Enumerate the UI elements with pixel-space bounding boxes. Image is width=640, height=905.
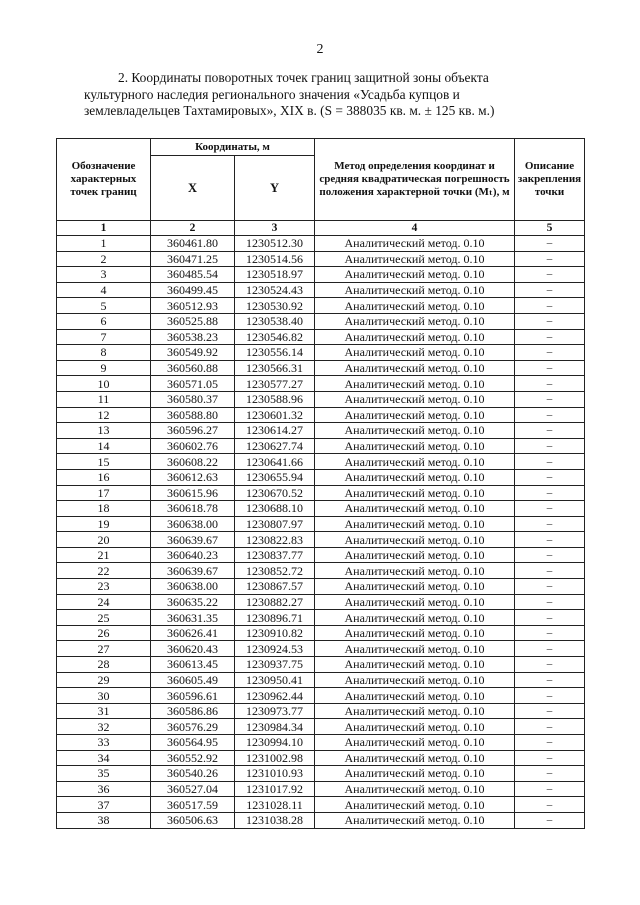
header-x: X xyxy=(151,156,235,221)
table-row xyxy=(57,610,585,626)
description-cell: – xyxy=(515,391,585,407)
description-cell: – xyxy=(515,797,585,813)
y-coordinate-cell: 1230852.72 xyxy=(235,563,315,579)
y-coordinate-cell: 1231038.28 xyxy=(235,812,315,828)
table-row xyxy=(57,703,585,719)
x-coordinate-cell: 360461.80 xyxy=(151,236,235,252)
description-cell: – xyxy=(515,781,585,797)
description-cell: – xyxy=(515,812,585,828)
description-cell: – xyxy=(515,735,585,751)
point-number-cell: 12 xyxy=(57,407,151,423)
point-number-cell: 19 xyxy=(57,516,151,532)
table-row xyxy=(57,391,585,407)
page-number: 2 xyxy=(316,42,324,57)
y-coordinate-cell: 1230655.94 xyxy=(235,469,315,485)
y-coordinate-cell: 1230601.32 xyxy=(235,407,315,423)
table-row xyxy=(57,641,585,657)
y-coordinate-cell: 1230588.96 xyxy=(235,391,315,407)
x-coordinate-cell: 360620.43 xyxy=(151,641,235,657)
method-cell: Аналитический метод. 0.10 xyxy=(315,547,515,563)
method-cell: Аналитический метод. 0.10 xyxy=(315,688,515,704)
y-coordinate-cell: 1230546.82 xyxy=(235,329,315,345)
method-cell: Аналитический метод. 0.10 xyxy=(315,516,515,532)
method-cell: Аналитический метод. 0.10 xyxy=(315,485,515,501)
point-number-cell: 23 xyxy=(57,579,151,595)
table-row xyxy=(57,781,585,797)
description-cell: – xyxy=(515,766,585,782)
point-number-cell: 4 xyxy=(57,282,151,298)
description-cell: – xyxy=(515,688,585,704)
x-coordinate-cell: 360538.23 xyxy=(151,329,235,345)
heading-line-1: 2. Координаты поворотных точек границ защитной зоны объекта xyxy=(118,70,489,85)
point-number-cell: 13 xyxy=(57,423,151,439)
point-number-cell: 6 xyxy=(57,313,151,329)
point-number-cell: 17 xyxy=(57,485,151,501)
point-number-cell: 38 xyxy=(57,812,151,828)
table-row xyxy=(57,579,585,595)
point-number-cell: 3 xyxy=(57,267,151,283)
description-cell: – xyxy=(515,438,585,454)
table-row xyxy=(57,345,585,361)
method-cell: Аналитический метод. 0.10 xyxy=(315,812,515,828)
x-coordinate-cell: 360615.96 xyxy=(151,485,235,501)
description-cell: – xyxy=(515,469,585,485)
x-coordinate-cell: 360527.04 xyxy=(151,781,235,797)
x-coordinate-cell: 360639.67 xyxy=(151,563,235,579)
y-coordinate-cell: 1230530.92 xyxy=(235,298,315,314)
y-coordinate-cell: 1230962.44 xyxy=(235,688,315,704)
description-cell: – xyxy=(515,625,585,641)
description-cell: – xyxy=(515,282,585,298)
x-coordinate-cell: 360525.88 xyxy=(151,313,235,329)
y-coordinate-cell: 1230994.10 xyxy=(235,735,315,751)
point-number-cell: 24 xyxy=(57,594,151,610)
table-row xyxy=(57,563,585,579)
table-row xyxy=(57,688,585,704)
method-cell: Аналитический метод. 0.10 xyxy=(315,313,515,329)
description-cell: – xyxy=(515,329,585,345)
table-row xyxy=(57,236,585,252)
method-cell: Аналитический метод. 0.10 xyxy=(315,423,515,439)
x-coordinate-cell: 360580.37 xyxy=(151,391,235,407)
table-row xyxy=(57,298,585,314)
y-coordinate-cell: 1230614.27 xyxy=(235,423,315,439)
method-cell: Аналитический метод. 0.10 xyxy=(315,610,515,626)
point-number-cell: 1 xyxy=(57,236,151,252)
method-cell: Аналитический метод. 0.10 xyxy=(315,703,515,719)
x-coordinate-cell: 360602.76 xyxy=(151,438,235,454)
y-coordinate-cell: 1230807.97 xyxy=(235,516,315,532)
description-cell: – xyxy=(515,501,585,517)
description-cell: – xyxy=(515,267,585,283)
x-coordinate-cell: 360638.00 xyxy=(151,516,235,532)
description-cell: – xyxy=(515,360,585,376)
point-number-cell: 31 xyxy=(57,703,151,719)
table-row xyxy=(57,625,585,641)
description-cell: – xyxy=(515,345,585,361)
table-row xyxy=(57,251,585,267)
description-cell: – xyxy=(515,376,585,392)
coordinates-table xyxy=(56,138,585,829)
point-number-cell: 20 xyxy=(57,532,151,548)
point-number-cell: 27 xyxy=(57,641,151,657)
point-number-cell: 8 xyxy=(57,345,151,361)
y-coordinate-cell: 1230910.82 xyxy=(235,625,315,641)
y-coordinate-cell: 1230538.40 xyxy=(235,313,315,329)
description-cell: – xyxy=(515,563,585,579)
method-cell: Аналитический метод. 0.10 xyxy=(315,625,515,641)
description-cell: – xyxy=(515,641,585,657)
point-number-cell: 22 xyxy=(57,563,151,579)
point-number-cell: 10 xyxy=(57,376,151,392)
y-coordinate-cell: 1230822.83 xyxy=(235,532,315,548)
x-coordinate-cell: 360596.27 xyxy=(151,423,235,439)
point-number-cell: 18 xyxy=(57,501,151,517)
point-number-cell: 9 xyxy=(57,360,151,376)
x-coordinate-cell: 360471.25 xyxy=(151,251,235,267)
y-coordinate-cell: 1231028.11 xyxy=(235,797,315,813)
description-cell: – xyxy=(515,547,585,563)
column-number-3: 3 xyxy=(235,221,315,236)
y-coordinate-cell: 1230514.56 xyxy=(235,251,315,267)
y-coordinate-cell: 1230524.43 xyxy=(235,282,315,298)
point-number-cell: 28 xyxy=(57,657,151,673)
description-cell: – xyxy=(515,594,585,610)
table-row xyxy=(57,485,585,501)
table-row xyxy=(57,812,585,828)
x-coordinate-cell: 360540.26 xyxy=(151,766,235,782)
description-cell: – xyxy=(515,610,585,626)
table-row xyxy=(57,657,585,673)
table-row xyxy=(57,313,585,329)
x-coordinate-cell: 360576.29 xyxy=(151,719,235,735)
method-cell: Аналитический метод. 0.10 xyxy=(315,579,515,595)
table-row xyxy=(57,454,585,470)
y-coordinate-cell: 1230577.27 xyxy=(235,376,315,392)
point-number-cell: 35 xyxy=(57,766,151,782)
description-cell: – xyxy=(515,423,585,439)
table-row xyxy=(57,672,585,688)
y-coordinate-cell: 1231002.98 xyxy=(235,750,315,766)
point-number-cell: 29 xyxy=(57,672,151,688)
description-cell: – xyxy=(515,407,585,423)
x-coordinate-cell: 360560.88 xyxy=(151,360,235,376)
method-cell: Аналитический метод. 0.10 xyxy=(315,641,515,657)
method-cell: Аналитический метод. 0.10 xyxy=(315,329,515,345)
method-cell: Аналитический метод. 0.10 xyxy=(315,469,515,485)
column-number-4: 4 xyxy=(315,221,515,236)
y-coordinate-cell: 1230937.75 xyxy=(235,657,315,673)
method-cell: Аналитический метод. 0.10 xyxy=(315,407,515,423)
y-coordinate-cell: 1230512.30 xyxy=(235,236,315,252)
x-coordinate-cell: 360586.86 xyxy=(151,703,235,719)
method-cell: Аналитический метод. 0.10 xyxy=(315,298,515,314)
point-number-cell: 34 xyxy=(57,750,151,766)
method-cell: Аналитический метод. 0.10 xyxy=(315,454,515,470)
point-number-cell: 15 xyxy=(57,454,151,470)
method-cell: Аналитический метод. 0.10 xyxy=(315,766,515,782)
method-cell: Аналитический метод. 0.10 xyxy=(315,376,515,392)
table-row xyxy=(57,376,585,392)
method-cell: Аналитический метод. 0.10 xyxy=(315,532,515,548)
description-cell: – xyxy=(515,719,585,735)
description-cell: – xyxy=(515,532,585,548)
table-row xyxy=(57,547,585,563)
x-coordinate-cell: 360612.63 xyxy=(151,469,235,485)
table-row xyxy=(57,516,585,532)
description-cell: – xyxy=(515,454,585,470)
y-coordinate-cell: 1230518.97 xyxy=(235,267,315,283)
x-coordinate-cell: 360506.63 xyxy=(151,812,235,828)
point-number-cell: 14 xyxy=(57,438,151,454)
section-heading xyxy=(84,70,580,120)
description-cell: – xyxy=(515,579,585,595)
x-coordinate-cell: 360499.45 xyxy=(151,282,235,298)
point-number-cell: 30 xyxy=(57,688,151,704)
point-number-cell: 5 xyxy=(57,298,151,314)
x-coordinate-cell: 360512.93 xyxy=(151,298,235,314)
table-row xyxy=(57,329,585,345)
x-coordinate-cell: 360605.49 xyxy=(151,672,235,688)
x-coordinate-cell: 360564.95 xyxy=(151,735,235,751)
table-row xyxy=(57,532,585,548)
x-coordinate-cell: 360638.00 xyxy=(151,579,235,595)
point-number-cell: 16 xyxy=(57,469,151,485)
x-coordinate-cell: 360626.41 xyxy=(151,625,235,641)
x-coordinate-cell: 360552.92 xyxy=(151,750,235,766)
table-row xyxy=(57,797,585,813)
table-row xyxy=(57,766,585,782)
table-row xyxy=(57,719,585,735)
method-cell: Аналитический метод. 0.10 xyxy=(315,345,515,361)
description-cell: – xyxy=(515,298,585,314)
table-row xyxy=(57,750,585,766)
description-cell: – xyxy=(515,236,585,252)
description-cell: – xyxy=(515,313,585,329)
table-row xyxy=(57,594,585,610)
x-coordinate-cell: 360517.59 xyxy=(151,797,235,813)
table-row xyxy=(57,360,585,376)
column-number-1: 1 xyxy=(57,221,151,236)
table-row xyxy=(57,735,585,751)
method-cell: Аналитический метод. 0.10 xyxy=(315,672,515,688)
x-coordinate-cell: 360571.05 xyxy=(151,376,235,392)
heading-line-3: землевладельцев Тахтамировых», XIX в. (S = 388035 кв. м. ± 125 кв. м.) xyxy=(84,103,495,118)
y-coordinate-cell: 1230984.34 xyxy=(235,719,315,735)
method-cell: Аналитический метод. 0.10 xyxy=(315,563,515,579)
header-method: Метод определения координат и средняя квадратическая погрешность положения характерной точки (Mₜ), м xyxy=(315,139,515,221)
method-cell: Аналитический метод. 0.10 xyxy=(315,750,515,766)
method-cell: Аналитический метод. 0.10 xyxy=(315,594,515,610)
heading-line-2: культурного наследия регионального значения «Усадьба купцов и xyxy=(84,86,460,102)
y-coordinate-cell: 1230688.10 xyxy=(235,501,315,517)
x-coordinate-cell: 360631.35 xyxy=(151,610,235,626)
method-cell: Аналитический метод. 0.10 xyxy=(315,391,515,407)
method-cell: Аналитический метод. 0.10 xyxy=(315,781,515,797)
x-coordinate-cell: 360635.22 xyxy=(151,594,235,610)
y-coordinate-cell: 1230924.53 xyxy=(235,641,315,657)
x-coordinate-cell: 360639.67 xyxy=(151,532,235,548)
point-number-cell: 2 xyxy=(57,251,151,267)
y-coordinate-cell: 1230837.77 xyxy=(235,547,315,563)
header-description: Описание закрепления точки xyxy=(515,139,585,221)
column-number-2: 2 xyxy=(151,221,235,236)
header-y: Y xyxy=(235,156,315,221)
table-row xyxy=(57,282,585,298)
method-cell: Аналитический метод. 0.10 xyxy=(315,360,515,376)
y-coordinate-cell: 1230641.66 xyxy=(235,454,315,470)
y-coordinate-cell: 1230566.31 xyxy=(235,360,315,376)
table-row xyxy=(57,407,585,423)
y-coordinate-cell: 1230670.52 xyxy=(235,485,315,501)
table-row xyxy=(57,501,585,517)
description-cell: – xyxy=(515,657,585,673)
x-coordinate-cell: 360608.22 xyxy=(151,454,235,470)
y-coordinate-cell: 1231017.92 xyxy=(235,781,315,797)
point-number-cell: 26 xyxy=(57,625,151,641)
method-cell: Аналитический метод. 0.10 xyxy=(315,251,515,267)
y-coordinate-cell: 1230627.74 xyxy=(235,438,315,454)
x-coordinate-cell: 360618.78 xyxy=(151,501,235,517)
header-coordinates: Координаты, м xyxy=(151,139,315,156)
method-cell: Аналитический метод. 0.10 xyxy=(315,438,515,454)
point-number-cell: 11 xyxy=(57,391,151,407)
method-cell: Аналитический метод. 0.10 xyxy=(315,735,515,751)
point-number-cell: 21 xyxy=(57,547,151,563)
y-coordinate-cell: 1230950.41 xyxy=(235,672,315,688)
description-cell: – xyxy=(515,485,585,501)
header-designation: Обозначение характерных точек границ xyxy=(57,139,151,221)
table-row xyxy=(57,438,585,454)
point-number-cell: 37 xyxy=(57,797,151,813)
y-coordinate-cell: 1230973.77 xyxy=(235,703,315,719)
table-row xyxy=(57,267,585,283)
method-cell: Аналитический метод. 0.10 xyxy=(315,236,515,252)
point-number-cell: 36 xyxy=(57,781,151,797)
point-number-cell: 33 xyxy=(57,735,151,751)
x-coordinate-cell: 360485.54 xyxy=(151,267,235,283)
method-cell: Аналитический метод. 0.10 xyxy=(315,797,515,813)
point-number-cell: 7 xyxy=(57,329,151,345)
method-cell: Аналитический метод. 0.10 xyxy=(315,657,515,673)
y-coordinate-cell: 1230896.71 xyxy=(235,610,315,626)
y-coordinate-cell: 1230882.27 xyxy=(235,594,315,610)
description-cell: – xyxy=(515,251,585,267)
y-coordinate-cell: 1230867.57 xyxy=(235,579,315,595)
x-coordinate-cell: 360596.61 xyxy=(151,688,235,704)
method-cell: Аналитический метод. 0.10 xyxy=(315,501,515,517)
method-cell: Аналитический метод. 0.10 xyxy=(315,282,515,298)
point-number-cell: 32 xyxy=(57,719,151,735)
method-cell: Аналитический метод. 0.10 xyxy=(315,719,515,735)
method-cell: Аналитический метод. 0.10 xyxy=(315,267,515,283)
description-cell: – xyxy=(515,672,585,688)
description-cell: – xyxy=(515,516,585,532)
table-row xyxy=(57,423,585,439)
x-coordinate-cell: 360613.45 xyxy=(151,657,235,673)
description-cell: – xyxy=(515,750,585,766)
table-body xyxy=(57,236,585,829)
x-coordinate-cell: 360588.80 xyxy=(151,407,235,423)
point-number-cell: 25 xyxy=(57,610,151,626)
table-row xyxy=(57,469,585,485)
x-coordinate-cell: 360640.23 xyxy=(151,547,235,563)
y-coordinate-cell: 1230556.14 xyxy=(235,345,315,361)
x-coordinate-cell: 360549.92 xyxy=(151,345,235,361)
column-number-5: 5 xyxy=(515,221,585,236)
description-cell: – xyxy=(515,703,585,719)
y-coordinate-cell: 1231010.93 xyxy=(235,766,315,782)
